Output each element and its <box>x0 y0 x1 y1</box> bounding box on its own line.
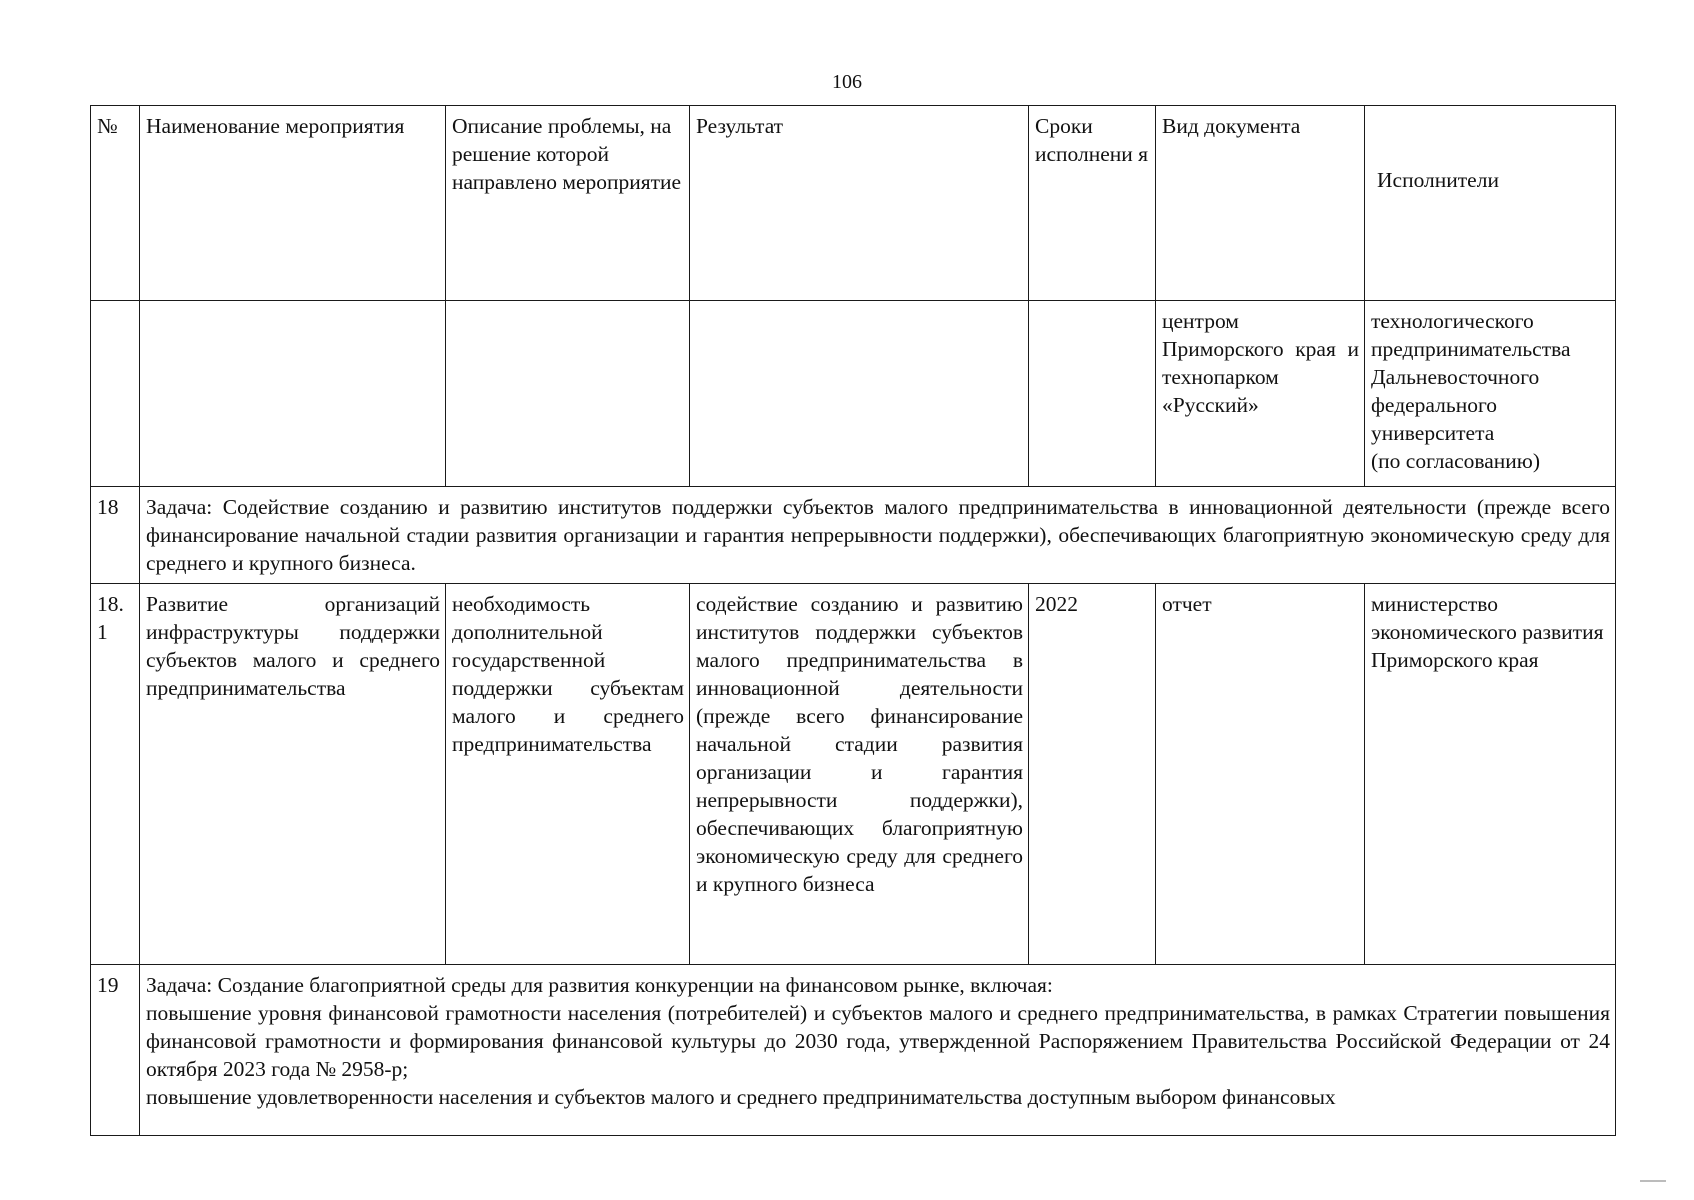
task-line: повышение уровня финансовой грамотности населения (потребителей) и субъектов малого и среднего предпринимательства, в рамках Стратегии повышения финансовой грамотности и формирования финансовой культуры до 2030 года, утвержденной Распоряжением Правительства Российской Федерации от 24 октября 2023 года № 2958-р; <box>146 1001 1610 1081</box>
task-text: Задача: Содействие созданию и развитию институтов поддержки субъектов малого предпринимательства в инновационной деятельности (прежде всего финансирование начальной стадии развития организации и гарантия непрерывности поддержки), обеспечивающих благоприятную экономическую среду для среднего и крупного бизнеса. <box>140 487 1616 584</box>
executors-line: федерального <box>1371 393 1497 417</box>
cell-empty <box>690 301 1029 487</box>
header-activity-name: Наименование мероприятия <box>140 106 446 301</box>
table-row-18-1 <box>91 584 1616 965</box>
action-plan-table <box>90 105 1616 1136</box>
cell-activity-name: Развитие организаций инфраструктуры поддержки субъектов малого и среднего предпринимательства <box>140 584 446 965</box>
header-executors: Исполнители <box>1365 106 1616 301</box>
task-line: повышение удовлетворенности населения и субъектов малого и среднего предпринимательства доступным выбором финансовых <box>146 1085 1336 1109</box>
table-header-row <box>91 106 1616 301</box>
task-text <box>140 965 1616 1136</box>
executors-line: университета <box>1371 421 1495 445</box>
cell-empty <box>446 301 690 487</box>
page-number: 106 <box>832 71 862 93</box>
executors-line: (по согласованию) <box>1371 449 1541 473</box>
task-row-18 <box>91 487 1616 584</box>
executors-line: предпринимательства <box>1371 337 1571 361</box>
task-row-19 <box>91 965 1616 1136</box>
cell-problem-description: необходимость дополнительной государственной поддержки субъектам малого и среднего предпринимательства <box>446 584 690 965</box>
cell-empty <box>1029 301 1156 487</box>
scan-mark <box>1640 1180 1666 1182</box>
header-document-type: Вид документа <box>1156 106 1365 301</box>
executors-line: Дальневосточного <box>1371 365 1540 389</box>
executors-line: технологического <box>1371 309 1534 333</box>
cell-document-type: центром Приморского края и технопарком «Русский» <box>1156 301 1365 487</box>
header-number: № <box>91 106 140 301</box>
cell-executors: министерство экономического развития Приморского края <box>1365 584 1616 965</box>
cell-empty <box>140 301 446 487</box>
cell-empty <box>91 301 140 487</box>
cell-number: 19 <box>91 965 140 1136</box>
header-problem-description: Описание проблемы, на решение которой направлено мероприятие <box>446 106 690 301</box>
header-result: Результат <box>690 106 1029 301</box>
table-row-continuation <box>91 301 1616 487</box>
cell-executors <box>1365 301 1616 487</box>
task-line: Задача: Создание благоприятной среды для развития конкуренции на финансовом рынке, включая: <box>146 973 1053 997</box>
cell-deadline: 2022 <box>1029 584 1156 965</box>
cell-result: содействие созданию и развитию институтов поддержки субъектов малого предпринимательства в инновационной деятельности (прежде всего финансирование начальной стадии развития организации и гарантия непрерывности поддержки), обеспечивающих благоприятную экономическую среду для среднего и крупного бизнеса <box>690 584 1029 965</box>
cell-number: 18. 1 <box>91 584 140 965</box>
cell-number: 18 <box>91 487 140 584</box>
header-deadline: Сроки исполнени я <box>1029 106 1156 301</box>
cell-document-type: отчет <box>1156 584 1365 965</box>
